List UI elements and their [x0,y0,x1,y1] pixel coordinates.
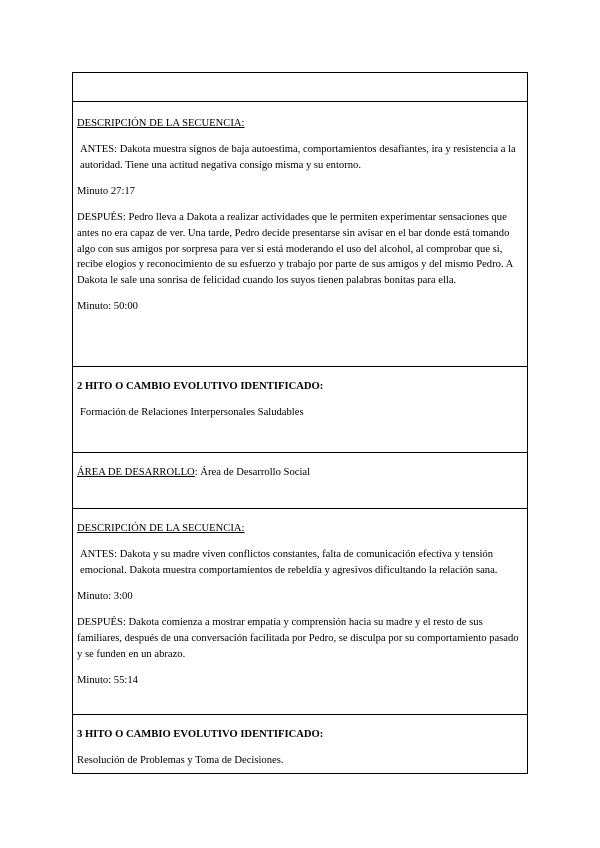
sequence-1-minuto-antes: Minuto 27:17 [77,186,135,198]
hito-2-value: Formación de Relaciones Interpersonales Saludables [80,407,304,419]
sequence-2-heading: DESCRIPCIÓN DE LA SECUENCIA: [77,523,245,534]
hito-3-cell [72,715,528,774]
sequence-1-heading: DESCRIPCIÓN DE LA SECUENCIA: [77,118,245,129]
empty-row [72,72,528,102]
sequence-1-cell [72,102,528,367]
hito-2-title: 2 HITO O CAMBIO EVOLUTIVO IDENTIFICADO: [77,381,324,392]
sequence-2-minuto-antes: Minuto: 3:00 [77,591,133,603]
area-line [77,465,523,481]
area-cell [72,453,528,509]
hito-3-title: 3 HITO O CAMBIO EVOLUTIVO IDENTIFICADO: [77,729,324,740]
area-value: : Área de Desarrollo Social [194,467,311,478]
evolution-table [72,72,528,774]
sequence-2-despues: DESPUÉS: Dakota comienza a mostrar empatía y comprensión hacia su madre y el resto de sus familiares, después de una conversación facilitada por Pedro, se disculpa por su comportamiento pasado y se funden en un abrazo. [77,617,519,660]
hito-2-cell [72,367,528,453]
sequence-2-cell [72,509,528,715]
hito-3-value: Resolución de Problemas y Toma de Decisiones. [77,755,284,767]
sequence-2-antes: ANTES: Dakota y su madre viven conflictos constantes, falta de comunicación efectiva y tensión emocional. Dakota muestra comportamientos de rebeldía y agresivos dificultando la relación sana. [80,549,498,576]
sequence-1-despues: DESPUÉS: Pedro lleva a Dakota a realizar actividades que le permiten experimentar sensaciones que antes no era capaz de ver. Una tarde, Pedro decide presentarse sin avisar en el bar donde está tomando algo con sus amigos por sorpresa para ver si está moderando el uso del alcohol, al comprobar que si, recibe elogios y reconocimiento de su esfuerzo y trabajo por parte de sus amigos y del mismo Pedro. A Dakota le sale una sonrisa de felicidad cuando los suyos tienen palabras bonitas para ella. [77,212,513,287]
sequence-2-minuto-despues: Minuto: 55:14 [77,674,138,686]
area-label: ÁREA DE DESARROLLO [77,467,195,478]
sequence-1-antes: ANTES: Dakota muestra signos de baja autoestima, comportamientos desafiantes, ira y resistencia a la autoridad. Tiene una actitud negativa consigo misma y su entorno. [80,144,516,171]
sequence-1-minuto-despues: Minuto: 50:00 [77,301,138,313]
